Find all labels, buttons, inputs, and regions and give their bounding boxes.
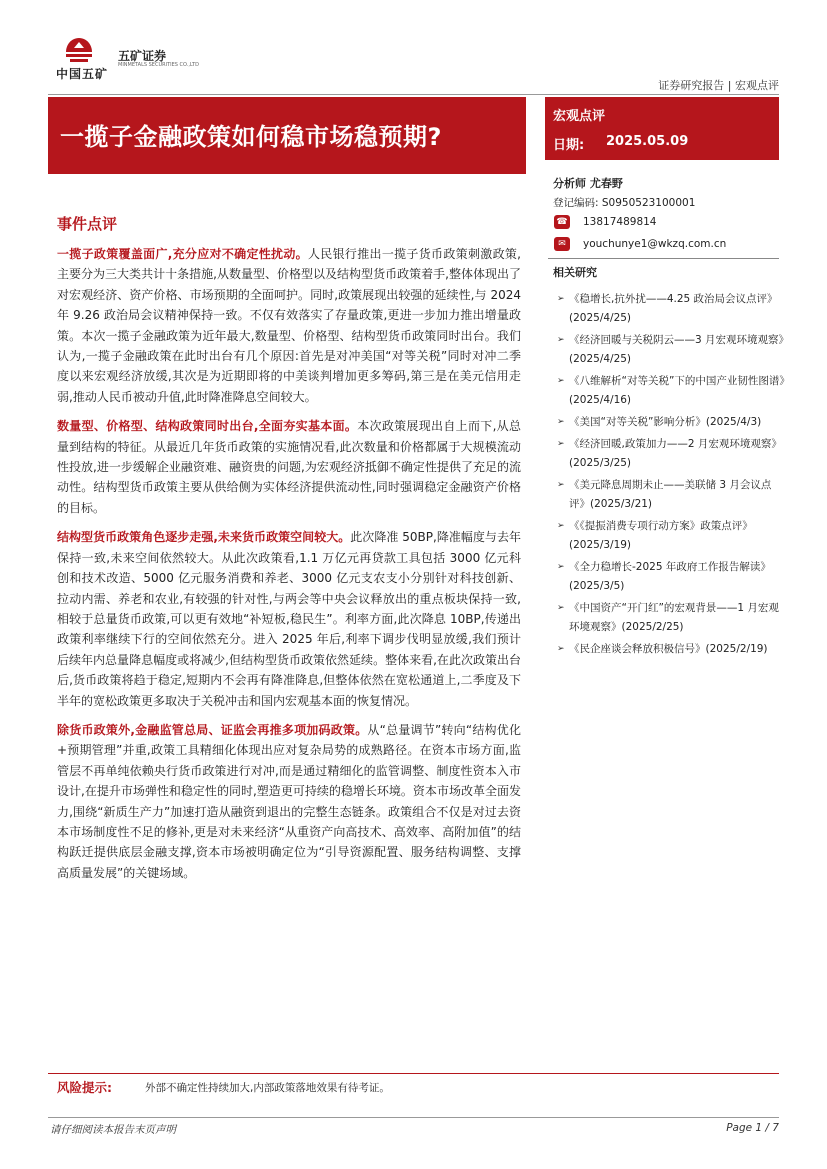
email-icon: ✉ [554, 237, 570, 251]
logo-group-name: 中国五矿 [56, 67, 109, 81]
doc-type-label: 证券研究报告 | 宏观点评 [658, 79, 779, 92]
report-date: 2025.05.09 [606, 134, 689, 149]
paragraph-lead: 一揽子政策覆盖面广,充分应对不确定性扰动。 [57, 247, 308, 261]
company-logo-icon [62, 36, 96, 64]
list-item: ➢ 《《提振消费专项行动方案》政策点评》(2025/3/19) [557, 517, 787, 555]
main-body [57, 244, 521, 892]
list-item: ➢ 《稳增长,抗外扰——4.25 政治局会议点评》(2025/4/25) [557, 290, 787, 328]
footer-disclaimer: 请仔细阅读本报告末页声明 [50, 1124, 176, 1136]
list-item: ➢ 《全力稳增长-2025 年政府工作报告解读》(2025/3/5) [557, 558, 787, 596]
page-number: Page 1 / 7 [726, 1122, 779, 1134]
list-item: ➢ 《美元降息周期未止——美联储 3 月会议点评》(2025/3/21) [557, 476, 787, 514]
analyst-phone: 13817489814 [583, 216, 657, 228]
list-item: ➢ 《八维解析“对等关税”下的中国产业韧性图谱》(2025/4/16) [557, 372, 787, 410]
paragraph [57, 527, 521, 711]
analyst-registration: 登记编码: S0950523100001 [553, 197, 696, 209]
related-research-list [557, 290, 787, 662]
related-research-title: 相关研究 [553, 266, 597, 279]
paragraph [57, 416, 521, 518]
date-label: 日期: [553, 138, 585, 153]
logo-brand-name: 五矿证券 [118, 49, 167, 63]
footer-divider [48, 1117, 779, 1118]
phone-icon: ☎ [554, 215, 570, 229]
risk-divider [48, 1073, 779, 1074]
analyst-email[interactable]: youchunye1@wkzq.com.cn [583, 238, 727, 250]
paragraph-text: 人民银行推出一揽子货币政策刺激政策,主要分为三大类共计十条措施,从数量型、价格型以及结构型货币政策着手,整体体现出了对宏观经济、资产价格、市场预期的全面呵护。同时,政策展现出较强的延续性,与 2024 年 9.26 政治局会议精神保持一致。不仅有效落实了存量政策,更进一步加力推出增量政策。本次一揽子金融政策为近年最大,数量型、价格型、结构型货币政策同时出台。我们认为,一揽子金融政策在此时出台有几个原因:首先是对冲美国“对等关税”同时对冲二季度以来宏观经济放缓,其次是为近期即将的中美谈判增加更多筹码,第三是在美元信用走弱,推动人民币被动升值,此时降准降息空间较大。 [57, 247, 521, 404]
paragraph-lead: 结构型货币政策角色逐步走强,未来货币政策空间较大。 [57, 530, 351, 545]
list-item: ➢ 《经济回暖,政策加力——2 月宏观环境观察》(2025/3/25) [557, 435, 787, 473]
report-title: 一揽子金融政策如何稳市场稳预期? [60, 123, 442, 151]
list-item: ➢ 《中国资产“开门红”的宏观背景——1 月宏观环境观察》(2025/2/25) [557, 599, 787, 637]
paragraph-lead: 数量型、价格型、结构政策同时出台,全面夯实基本面。 [57, 419, 358, 434]
paragraph-lead: 除货币政策外,金融监管总局、证监会再推多项加码政策。 [57, 722, 368, 737]
header-divider [48, 94, 779, 95]
list-item: ➢ 《民企座谈会释放积极信号》(2025/2/19) [557, 640, 787, 659]
risk-text: 外部不确定性持续加大,内部政策落地效果有待考证。 [145, 1082, 390, 1094]
list-item: ➢ 《美国“对等关税”影响分析》(2025/4/3) [557, 413, 787, 432]
paragraph-text: 从“总量调节”转向“结构优化+预期管理”并重,政策工具精细化体现出应对复杂局势的成熟路径。在资本市场方面,监管层不再单纯依赖央行货币政策进行对冲,而是通过精细化的监管调整、制度性资本入市设计,在提升市场弹性和稳定性的同时,塑造更可持续的稳增长环境。资本市场改革全面发力,围绕“新质生产力”加速打造从融资到退出的完整生态链条。政策组合不仅是对过去资本市场制度性不足的修补,更是对未来经济“从重资产向高技术、高效率、高附加值”的结构跃迁提供底层金融支撑,资本市场被明确定位为“引导资源配置、服务结构调整、支撑高质量发展”的关键场域。 [57, 722, 522, 880]
report-category: 宏观点评 [553, 109, 606, 124]
paragraph-text: 此次降准 50BP,降准幅度与去年保持一致,未来空间依然较大。从此次政策看,1.1 万亿元再贷款工具包括 3000 亿元科创和技术改造、5000 亿元服务消费和养老、3000 亿元支农支小分别针对科技创新、拉动内需、养老和农业,有较强的针对性,与两会等中央会议释放出的重点板块保持一致,相较于总量货币政策,可以更有效地“补短板,稳民生”。利率方面,此次降息 10BP,传递出政策利率继续下行的空间依然充分。进入 2025 年后,利率下调步伐明显放缓,我们预计后续年内总量降息幅度或将减少,但结构型货币政策依然延续。整体来看,在此次政策出台后,货币政策将趋于稳定,短期内不会再有降准降息,但整体依然在宽松通道上,二季度及下半年的宽松政策更多取决于关税冲击和国内宏观基本面的恢复情况。 [57, 530, 521, 708]
list-item: ➢ 《经济回暖与关税阴云——3 月宏观环境观察》(2025/4/25) [557, 331, 787, 369]
risk-label: 风险提示: [57, 1080, 112, 1095]
related-divider [548, 258, 779, 259]
analyst-name: 分析师 尤春野 [553, 177, 623, 190]
paragraph-text: 本次政策展现出自上而下,从总量到结构的特征。从最近几年货币政策的实施情况看,此次数量和价格都属于大规模流动性投放,进一步缓解企业融资难、融资贵的问题,为宏观经济抵御不确定性提供了充足的流动性。结构型货币政策主要从供给侧为实体经济提供流动性,同时强调稳定金融资产价格的目标。 [57, 419, 521, 515]
paragraph [57, 720, 521, 883]
logo-brand-en: MINMETALS SECURITIES CO.,LTD [118, 62, 199, 68]
section-heading: 事件点评 [57, 215, 118, 233]
paragraph [57, 244, 521, 407]
